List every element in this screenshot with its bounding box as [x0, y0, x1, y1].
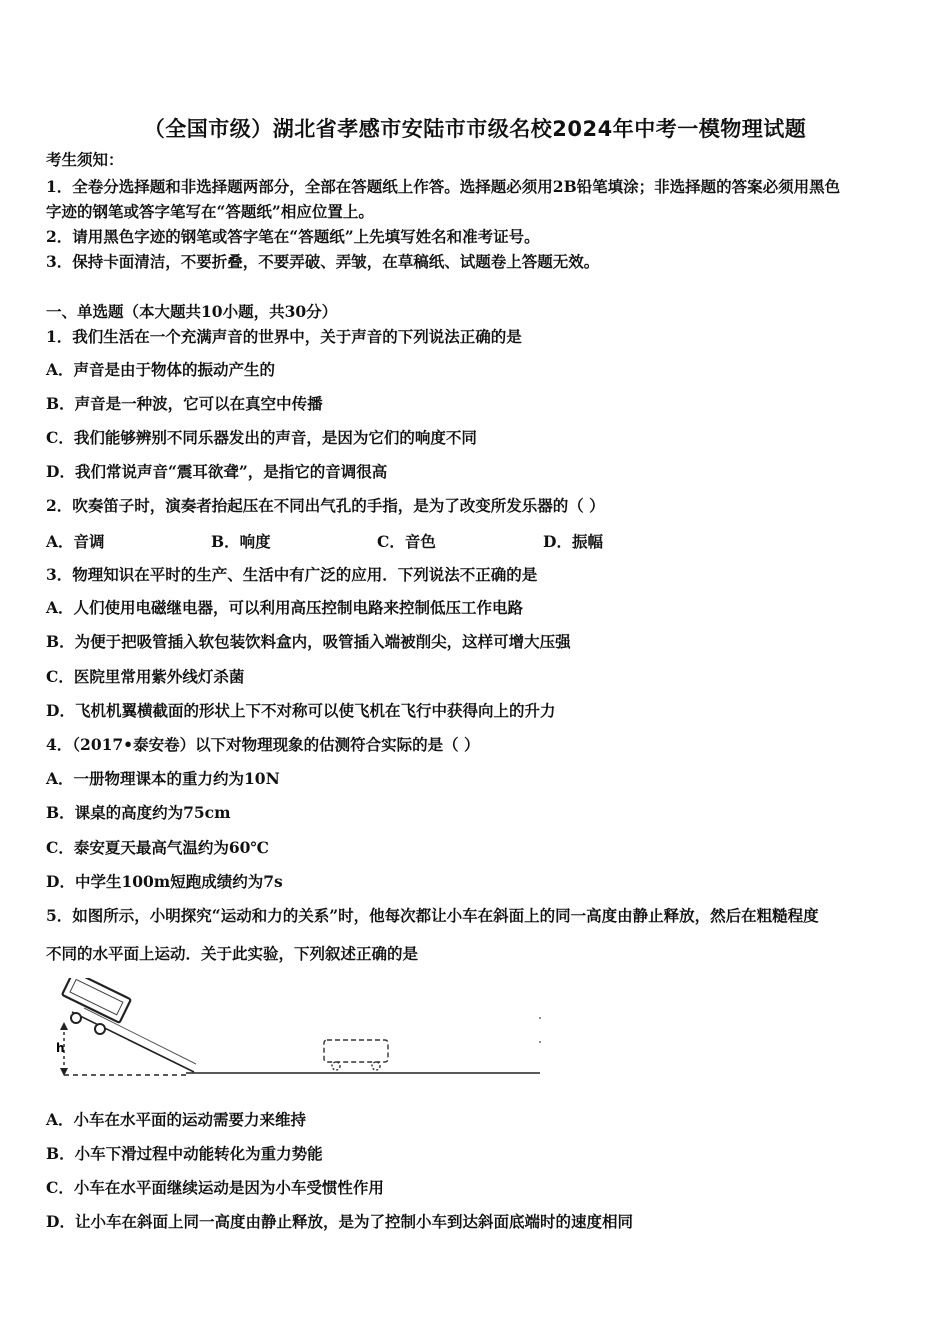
q3-option-b: B．为便于把吸管插入软包装饮料盒内，吸管插入端被削尖，这样可增大压强	[46, 632, 571, 651]
incline-cart-figure	[46, 978, 546, 1083]
height-arrow-head-icon	[60, 1022, 68, 1030]
q5-option-a: A．小车在水平面的运动需要力来维持	[46, 1110, 307, 1129]
height-label: h	[56, 1041, 65, 1055]
dot-mark	[539, 1017, 541, 1019]
q4-stem: 4．（2017•泰安卷）以下对物理现象的估测符合实际的是（ ）	[46, 735, 480, 754]
ground-cart-wheel-rear	[332, 1062, 340, 1070]
notice-line-1: 1．全卷分选择题和非选择题两部分，全部在答题纸上作答。选择题必须用2B铅笔填涂；非选择题的答案必须用黑色	[46, 177, 841, 196]
notice-heading: 考生须知：	[46, 150, 124, 169]
cart-wheel-rear	[71, 1013, 81, 1023]
page-title: （全国市级）湖北省孝感市安陆市市级名校2024年中考一模物理试题	[143, 117, 807, 141]
q2-option-a: A．音调	[46, 532, 105, 551]
q5-option-c: C．小车在水平面继续运动是因为小车受惯性作用	[46, 1178, 384, 1197]
q1-option-a: A．声音是由于物体的振动产生的	[46, 360, 276, 379]
notice-line-2: 字迹的钢笔或答字笔写在“答题纸”相应位置上。	[46, 202, 374, 221]
section-heading: 一、单选题（本大题共10小题，共30分）	[46, 302, 338, 321]
q2-option-d: D．振幅	[543, 532, 603, 551]
q1-stem: 1．我们生活在一个充满声音的世界中，关于声音的下列说法正确的是	[46, 327, 522, 346]
cart-on-ground-dashed	[324, 1040, 388, 1062]
dot-mark	[539, 1041, 541, 1043]
q4-option-c: C．泰安夏天最高气温约为60℃	[46, 838, 269, 857]
q2-option-b: B．响度	[211, 532, 271, 551]
q5-option-d: D．让小车在斜面上同一高度由静止释放，是为了控制小车到达斜面底端时的速度相同	[46, 1212, 633, 1231]
q1-option-c: C．我们能够辨别不同乐器发出的声音，是因为它们的响度不同	[46, 428, 477, 447]
q4-option-a: A．一册物理课本的重力约为10N	[46, 769, 280, 788]
incline-line	[72, 1012, 194, 1072]
incline-shade-line	[84, 1008, 196, 1064]
ground-cart-wheel-front	[372, 1062, 380, 1070]
q5-option-b: B．小车下滑过程中动能转化为重力势能	[46, 1144, 323, 1163]
q2-stem: 2．吹奏笛子时，演奏者抬起压在不同出气孔的手指，是为了改变所发乐器的（ ）	[46, 496, 605, 515]
q4-option-b: B．课桌的高度约为75cm	[46, 803, 231, 822]
q1-option-b: B．声音是一种波，它可以在真空中传播	[46, 394, 323, 413]
q5-stem-line-1: 5．如图所示，小明探究“运动和力的关系”时，他每次都让小车在斜面上的同一高度由静止释放，然后在粗糙程度	[46, 906, 819, 925]
q5-stem-line-2: 不同的水平面上运动．关于此实验，下列叙述正确的是	[46, 944, 419, 963]
notice-line-4: 3．保持卡面清洁，不要折叠，不要弄破、弄皱，在草稿纸、试题卷上答题无效。	[46, 252, 600, 271]
notice-line-3: 2．请用黑色字迹的钢笔或答字笔在“答题纸”上先填写姓名和准考证号。	[46, 227, 540, 246]
q3-option-d: D．飞机机翼横截面的形状上下不对称可以使飞机在飞行中获得向上的升力	[46, 701, 556, 720]
q3-option-a: A．人们使用电磁继电器，可以利用高压控制电路来控制低压工作电路	[46, 598, 524, 617]
cart-wheel-front	[95, 1024, 105, 1034]
q4-option-d: D．中学生100m短跑成绩约为7s	[46, 872, 283, 891]
q1-option-d: D．我们常说声音“震耳欲聋”，是指它的音调很高	[46, 462, 388, 481]
q2-option-c: C．音色	[377, 532, 436, 551]
q3-option-c: C．医院里常用紫外线灯杀菌	[46, 667, 245, 686]
q3-stem: 3．物理知识在平时的生产、生活中有广泛的应用．下列说法不正确的是	[46, 565, 538, 584]
